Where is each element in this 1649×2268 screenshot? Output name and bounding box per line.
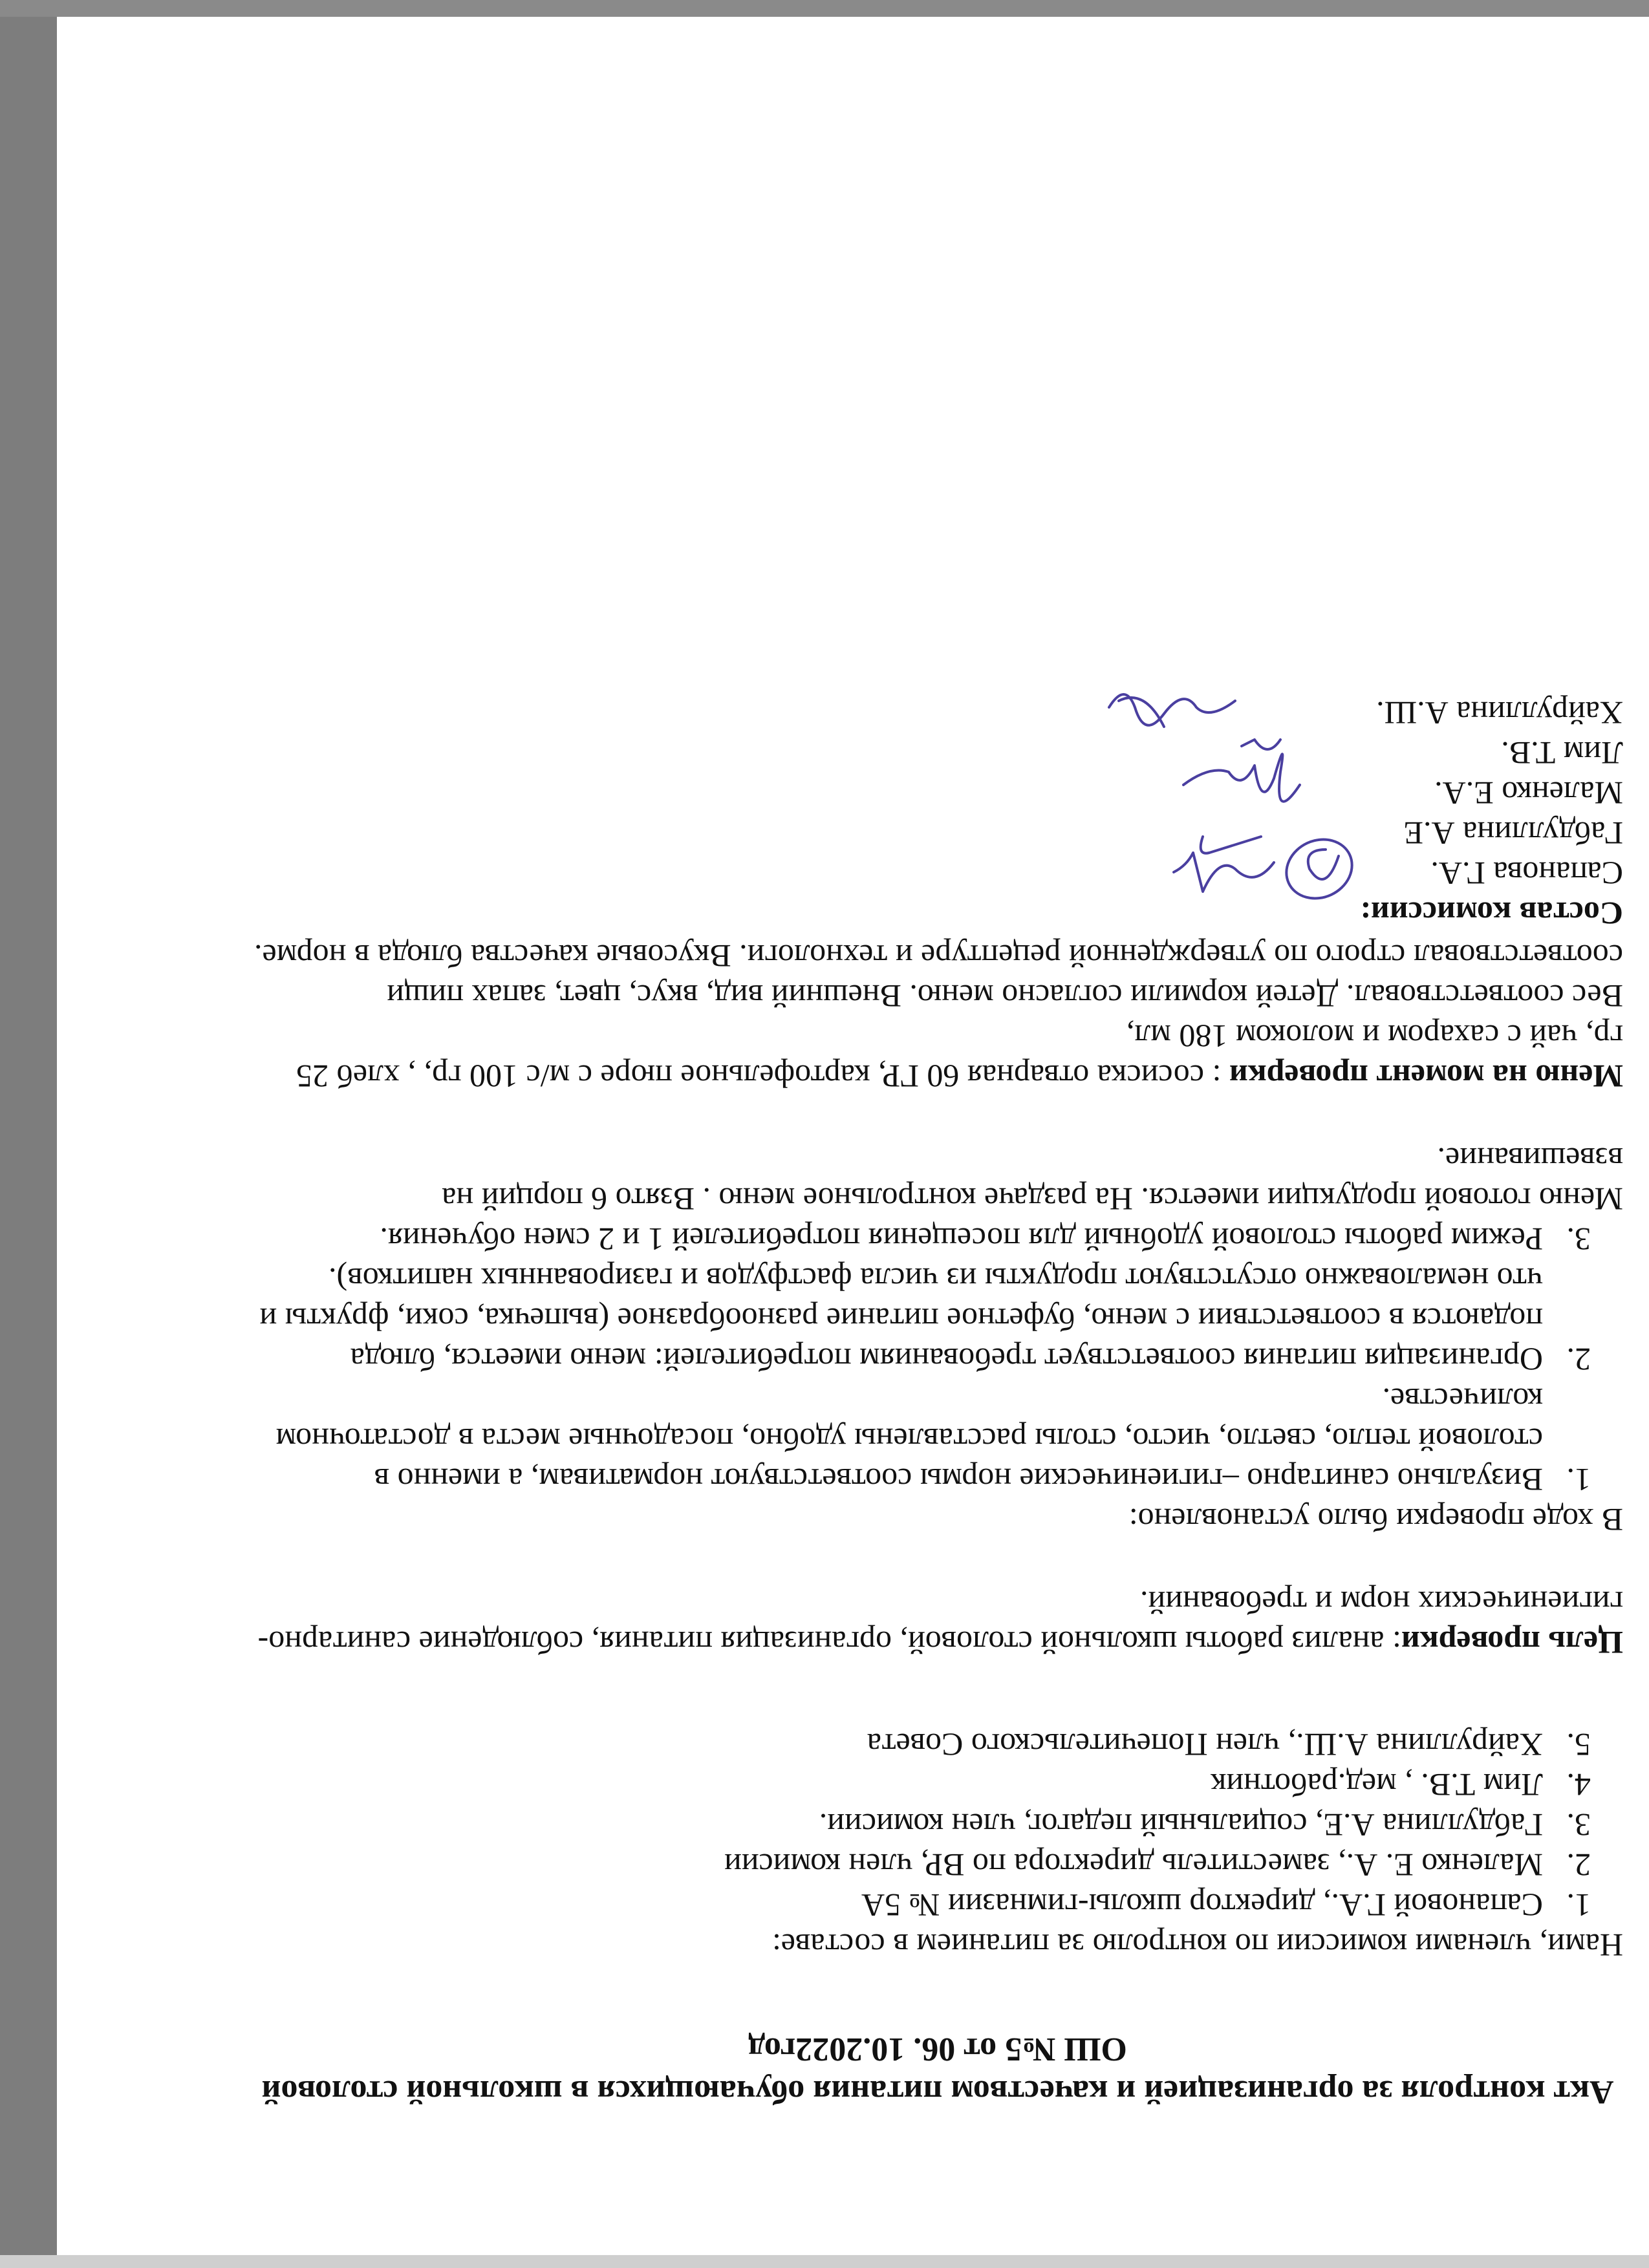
goal-label: Цель проверки bbox=[1401, 1625, 1623, 1661]
commission-label: Состав комиссии: bbox=[1360, 895, 1623, 932]
goal-text: : анализ работы школьной столовой, организация питания, соблюдение санитарно- гигиенических норм и требований. bbox=[257, 1585, 1623, 1661]
signatory-name: Хайруллина А.Ш. bbox=[1376, 695, 1623, 731]
signatory-name: Маленко Е.А. bbox=[1434, 775, 1623, 811]
commission-signatures bbox=[976, 693, 1623, 934]
weight-text: Вес соответствовал. Детей кормили согласно меню. Внешний вид, вкус, цвет, запах пищи соответствовал строго по утвержденной рецептуре и технологи. Вкусовые качества блюда в норме. bbox=[254, 938, 1623, 1014]
menu-ready-text: Меню готовой продукции имеется. На раздаче контрольное меню . Взято 6 порций на взвешивание. bbox=[442, 1141, 1623, 1217]
member-item: 3. Габдуллина А.Е, социальный педагог, член комисии. bbox=[252, 1805, 1558, 1845]
scan-bottom-border bbox=[0, 2255, 1649, 2268]
scan-top-border bbox=[0, 0, 1649, 17]
scan-left-border bbox=[0, 0, 57, 2268]
finding-item: 1. Визуально санитарно –гигиенические нормы соответствуют нормативам, а именно в столовой тепло, светло, чисто, столы расставлены удобно, посадочные места в достаточном количестве. bbox=[252, 1380, 1558, 1500]
commission-member-list bbox=[252, 1725, 1623, 1925]
findings-intro: В ходе проверки было установлено: bbox=[1128, 1502, 1623, 1538]
signatory-name: Габдуллина А.Е bbox=[1403, 815, 1623, 851]
member-item: 4. Лим Т.В. , мед.работник bbox=[252, 1765, 1558, 1805]
signatory-name: Сапанова Г.А. bbox=[1430, 855, 1623, 892]
member-item: 1. Сапановой Г.А., директор школы-гимназии № 5А bbox=[252, 1885, 1558, 1925]
finding-item: 3. Режим работы столовой удобный для посещения потребителей 1 и 2 смен обучения. bbox=[252, 1219, 1558, 1259]
findings-list bbox=[252, 1219, 1623, 1500]
document-title: Акт контроля за организацией и качеством питания обучающихся в школьной столовой ОШ №5 от 06. 10.2022год bbox=[261, 2031, 1614, 2110]
member-item: 2. Маленко Е. А., заместитель директора по ВР, член комисии bbox=[252, 1845, 1558, 1885]
menu-check-paragraph bbox=[252, 1016, 1623, 1097]
menu-check-text: : сосиска отварная 60 ГР, картофельное пюре с м/с 100 гр, , хлеб 25 гр, чай с сахаром и молоком 180 мл, bbox=[296, 1018, 1623, 1095]
member-item: 5. Хайруллина А.Ш., член Попечительского Совета bbox=[252, 1725, 1558, 1765]
document-body bbox=[252, 693, 1623, 2113]
scanned-page bbox=[57, 17, 1649, 2255]
goal-paragraph bbox=[252, 1583, 1623, 1663]
menu-check-label: Меню на момент проверки bbox=[1229, 1058, 1623, 1095]
intro-text: Нами, членами комиссии по контролю за питанием в составе: bbox=[771, 1927, 1623, 1963]
handwritten-signatures bbox=[1093, 649, 1623, 934]
signatory-name: Лим Т.В. bbox=[1501, 735, 1623, 771]
finding-item: 2. Организация питания соответствует требованиям потребителей: меню имеется, блюда подаются в соответствии с меню, буфетное питание разнообразное (выпечка, соки, фрукты и что немаловажно отсутствуют продукты из числа фастфудов и газированных напитков). bbox=[252, 1259, 1558, 1380]
